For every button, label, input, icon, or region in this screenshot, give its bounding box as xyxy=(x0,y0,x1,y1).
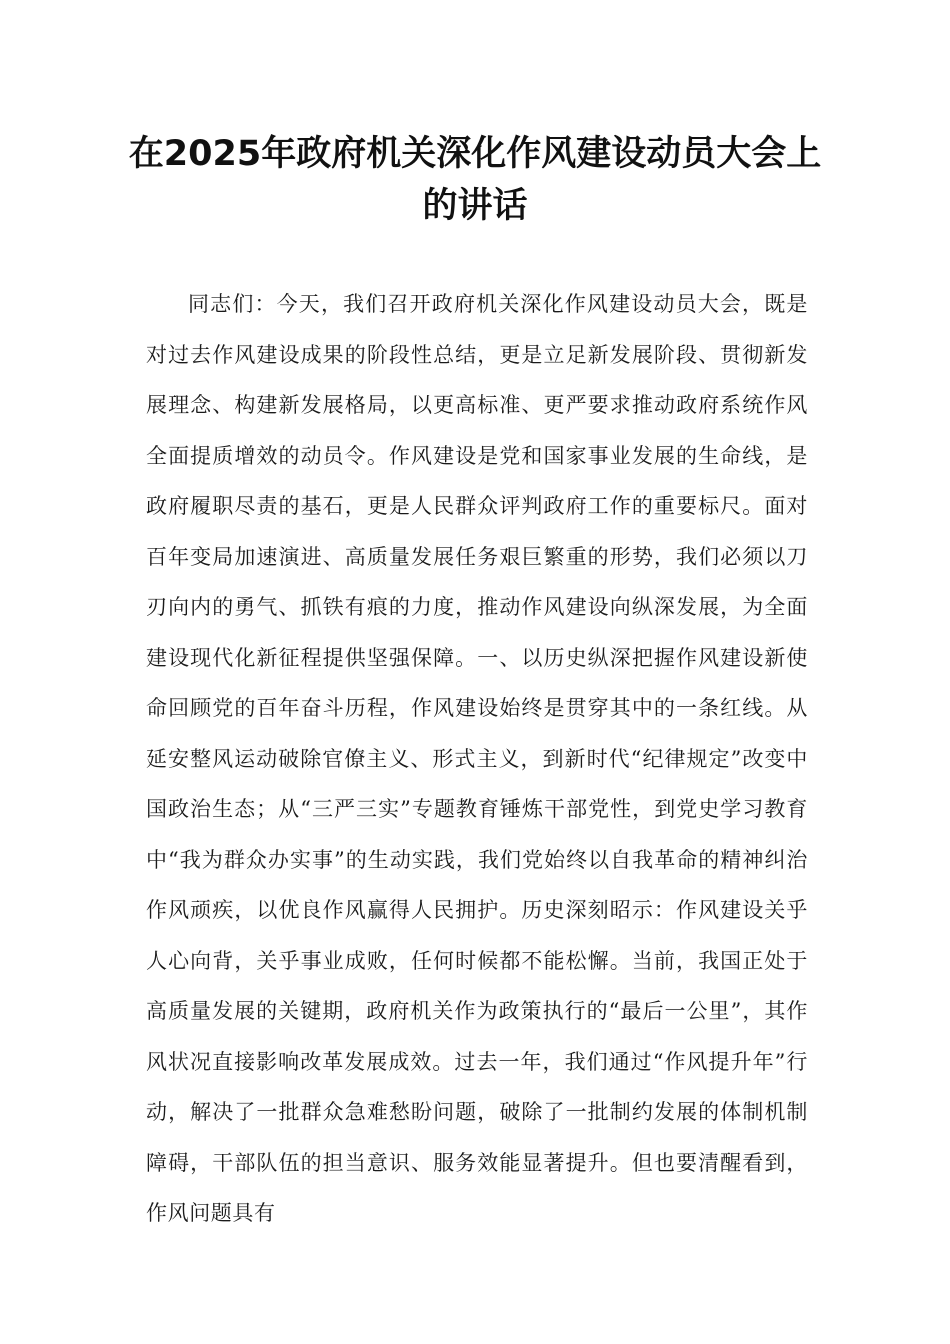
document-body-paragraph: 同志们：今天，我们召开政府机关深化作风建设动员大会，既是对过去作风建设成果的阶段性总结，更是立足新发展阶段、贯彻新发展理念、构建新发展格局，以更高标准、更严要求推动政府系统作风全面提质增效的动员令。作风建设是党和国家事业发展的生命线，是政府履职尽责的基石，更是人民群众评判政府工作的重要标尺。面对百年变局加速演进、高质量发展任务艰巨繁重的形势，我们必须以刀刃向内的勇气、抓铁有痕的力度，推动作风建设向纵深发展，为全面建设现代化新征程提供坚强保障。一、以历史纵深把握作风建设新使命回顾党的百年奋斗历程，作风建设始终是贯穿其中的一条红线。从延安整风运动破除官僚主义、形式主义，到新时代“纪律规定”改变中国政治生态；从“三严三实”专题教育锤炼干部党性，到党史学习教育中“我为群众办实事”的生动实践，我们党始终以自我革命的精神纠治作风顽疾，以优良作风赢得人民拥护。历史深刻昭示：作风建设关乎人心向背，关乎事业成败，任何时候都不能松懈。当前，我国正处于高质量发展的关键期，政府机关作为政策执行的“最后一公里”，其作风状况直接影响改革发展成效。过去一年，我们通过“作风提升年”行动，解决了一批群众急难愁盼问题，破除了一批制约发展的体制机制障碍，干部队伍的担当意识、服务效能显著提升。但也要清醒看到，作风问题具有 xyxy=(146,292,808,1225)
document-title: 在2025年政府机关深化作风建设动员大会上的讲话 xyxy=(128,134,822,226)
